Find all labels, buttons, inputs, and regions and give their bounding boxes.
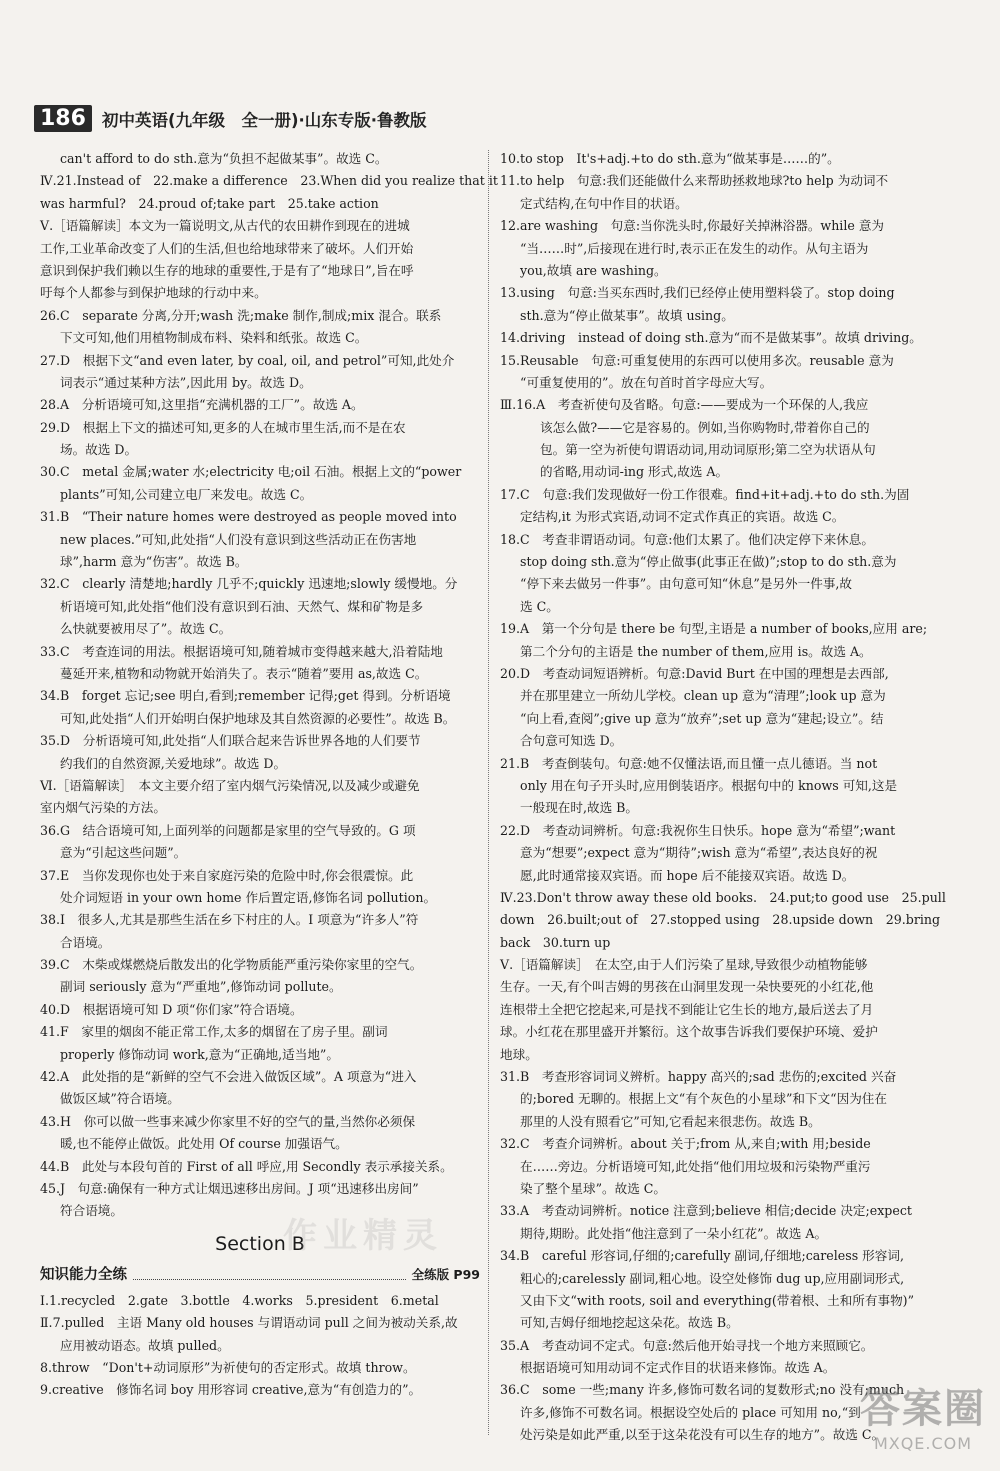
- text-line: 愿,此时通常接双宾语。而 hope 后不能接双宾语。故选 D。: [520, 867, 855, 883]
- text-line: 19.A 第一个分句是 there be 句型,主语是 a number of books,应用 are;: [500, 621, 928, 637]
- practice-bar: [40, 1262, 480, 1288]
- text-line: 粗心的;carelessly 副词,粗心地。设空处修饰 dug up,应用副词形式,: [520, 1270, 905, 1286]
- text-line: 43.H 你可以做一些事来减少你家里不好的空气的量,当然你必须保: [40, 1113, 416, 1129]
- text-line: Ⅵ.［语篇解读］ 本文主要介绍了室内烟气污染情况,以及减少或避免: [40, 777, 420, 793]
- text-line: Ⅳ.23.Don't throw away these old books. 24.put;to good use 25.pull: [500, 889, 946, 905]
- text-line: 处污染是如此严重,以至于这朵花没有可以生存的地方”。故选 C。: [520, 1427, 885, 1443]
- text-line: 室内烟气污染的方法。: [40, 800, 166, 816]
- text-line: “停下来去做另一件事”。由句意可知“休息”是另外一件事,故: [520, 576, 853, 592]
- text-line: 20.D 考查动词短语辨析。句意:David Burt 在中国的理想是去西部,: [500, 665, 889, 681]
- watermark-text: 作业精灵: [283, 1216, 443, 1256]
- text-line: 工作,工业革命改变了人们的生活,但也给地球带来了破坏。人们开始: [40, 240, 414, 256]
- text-line: Ⅴ.［语篇解读］本文为一篇说明文,从古代的农田耕作到现在的进城: [40, 218, 410, 234]
- text-line: 一般现在时,故选 B。: [520, 800, 639, 816]
- text-line: only 用在句子开头时,应用倒装语序。根据句中的 knows 可知,这是: [520, 777, 898, 793]
- text-line: 21.B 考查倒装句。句意:她不仅懂法语,而且懂一点儿德语。当 not: [500, 755, 878, 771]
- text-line: new places.”可知,此处指“人们没有意识到这些活动正在伤害地: [60, 531, 417, 547]
- text-line: 根据语境可知用动词不定式作目的状语来修饰。故选 A。: [520, 1360, 836, 1376]
- watermark-logo-text: 答案圈: [860, 1386, 986, 1432]
- text-line: 32.C clearly 清楚地;hardly 几乎不;quickly 迅速地;slowly 缓慢地。分: [40, 576, 458, 592]
- text-line: 32.C 考查介词辨析。about 关于;from 从,来自;with 用;beside: [500, 1136, 871, 1152]
- text-line: 生存。一天,有个叫吉姆的男孩在山洞里发现一朵快要死的小红花,他: [500, 979, 874, 995]
- text-line: 44.B 此处与本段句首的 First of all 呼应,用 Secondly 表示承接关系。: [40, 1158, 453, 1174]
- text-line: 8.throw “Don't+动词原形”为祈使句的否定形式。故填 throw。: [40, 1359, 416, 1375]
- text-line: 14.driving instead of doing sth.意为“而不是做某事”。故填 driving。: [500, 330, 922, 346]
- text-line: 31.B “Their nature homes were destroyed as people moved into: [40, 509, 457, 525]
- text-line: 33.A 考查动词辨析。notice 注意到;believe 相信;decide 决定;expect: [500, 1203, 912, 1219]
- text-line: 26.C separate 分离,分开;wash 洗;make 制作,制成;mix 混合。联系: [40, 307, 442, 323]
- text-line: 22.D 考查动词辨析。句意:我祝你生日快乐。hope 意为“希望”;want: [500, 822, 896, 838]
- text-line: 42.A 此处指的是“新鲜的空气不会进入做饭区域”。A 项意为“进入: [40, 1069, 417, 1085]
- text-line: 吁每个人都参与到保护地球的行动中来。: [40, 285, 267, 301]
- text-line: 并在那里建立一所幼儿学校。clean up 意为“清理”;look up 意为: [520, 688, 886, 704]
- text-line: back 30.turn up: [500, 934, 611, 950]
- page-header: [34, 105, 427, 132]
- text-line: plants”可知,公司建立电厂来发电。故选 C。: [60, 486, 313, 502]
- text-line: 的省略,用动词-ing 形式,故选 A。: [540, 464, 729, 480]
- text-line: you,故填 are washing。: [520, 262, 667, 278]
- text-line: 定式结构,在句中作目的状语。: [520, 195, 688, 211]
- text-line: 地球。: [500, 1046, 538, 1062]
- text-line: was harmful? 24.proud of;take part 25.take action: [40, 195, 379, 211]
- practice-label: 知识能力全练: [40, 1266, 127, 1283]
- text-line: 38.I 很多人,尤其是那些生活在乡下村庄的人。I 项意为“许多人”符: [40, 912, 419, 928]
- text-line: 合语境。: [60, 934, 111, 950]
- text-line: down 26.built;out of 27.stopped using 28.upside down 29.bring: [500, 912, 941, 928]
- text-line: 34.B forget 忘记;see 明白,看到;remember 记得;get 得到。分析语境: [40, 688, 451, 704]
- text-line: 意为“引起这些问题”。: [60, 845, 187, 861]
- text-line: 符合语境。: [60, 1203, 123, 1219]
- right-column: [500, 148, 946, 1447]
- text-line: 30.C metal 金属;water 水;electricity 电;oil 石油。根据上文的“power: [40, 464, 462, 480]
- text-line: Ⅱ.7.pulled 主语 Many old houses 与谓语动词 pull 之间为被动关系,故: [40, 1315, 458, 1331]
- text-line: 39.C 木柴或煤燃烧后散发出的化学物质能严重污染你家里的空气。: [40, 957, 423, 973]
- text-line: 27.D 根据下文“and even later, by coal, oil, and petrol”可知,此处介: [40, 352, 455, 368]
- text-line: 可知,吉姆仔细地挖起这朵花。故选 B。: [520, 1315, 739, 1331]
- text-line: 33.C 考查连词的用法。根据语境可知,随着城市变得越来越大,沿着陆地: [40, 643, 443, 659]
- text-line: 定结构,it 为形式宾语,动词不定式作真正的宾语。故选 C。: [520, 509, 845, 525]
- text-line: 约我们的自然资源,关爱地球”。故选 D。: [60, 755, 287, 771]
- text-line: 么快就要被用尽了”。故选 C。: [60, 621, 232, 637]
- text-line: 意为“想要”;expect 意为“期待”;wish 意为“希望”,表达良好的祝: [520, 845, 878, 861]
- text-line: “可重复使用的”。放在句首时首字母应大写。: [520, 374, 773, 390]
- text-line: 期待,期盼。此处指“他注意到了一朵小红花”。故选 A。: [520, 1225, 828, 1241]
- text-line: 意识到保护我们赖以生存的地球的重要性,于是有了“地球日”,旨在呼: [40, 262, 414, 278]
- text-line: 12.are washing 句意:当你洗头时,你最好关掉淋浴器。while 意为: [500, 218, 885, 234]
- text-line: 18.C 考查非谓语动词。句意:他们太累了。他们决定停下来休息。: [500, 531, 874, 547]
- text-line: “向上看,查阅”;give up 意为“放弃”;set up 意为“建起;设立”。结: [520, 710, 884, 726]
- text-line: Ⅲ.16.A 考查祈使句及省略。句意:——要成为一个环保的人,我应: [500, 397, 869, 413]
- text-line: 41.F 家里的烟囱不能正常工作,太多的烟留在了房子里。副词: [40, 1024, 388, 1040]
- text-line: 13.using 句意:当买东西时,我们已经停止使用塑料袋了。stop doing: [500, 285, 895, 301]
- text-line: 35.A 考查动词不定式。句意:然后他开始寻找一个地方来照顾它。: [500, 1337, 874, 1353]
- text-line: 34.B careful 形容词,仔细的;carefully 副词,仔细地;careless 形容词,: [500, 1248, 904, 1264]
- page-title: 初中英语(九年级 全一册)·山东专版·鲁教版: [101, 110, 427, 130]
- text-line: 球。小红花在那里盛开并繁衍。这个故事告诉我们要保护环境、爱护: [500, 1024, 878, 1040]
- text-line: 可知,此处指“人们开始明白保护地球及其自然资源的必要性”。故选 B。: [60, 710, 456, 726]
- text-line: 35.D 分析语境可知,此处指“人们联合起来告诉世界各地的人们要节: [40, 733, 421, 749]
- text-line: 那里的人没有照看它”可知,它看起来很悲伤。故选 B。: [520, 1113, 821, 1129]
- text-line: 析语境可知,此处指“他们没有意识到石油、天然气、煤和矿物是多: [60, 598, 424, 614]
- text-line: properly 修饰动词 work,意为“正确地,适当地”。: [60, 1046, 339, 1062]
- text-line: 10.to stop It's+adj.+to do sth.意为“做某事是……的”。: [500, 151, 840, 166]
- text-line: 36.G 结合语境可知,上面列举的问题都是家里的空气导致的。G 项: [40, 822, 416, 838]
- text-line: 做饭区域”符合语境。: [60, 1091, 180, 1107]
- page-number: 186: [34, 105, 92, 132]
- text-line: 17.C 句意:我们发现做好一份工作很难。find+it+adj.+to do sth.为固: [500, 486, 910, 502]
- text-line: “当……时”,后接现在进行时,表示正在发生的动作。从句主语为: [520, 240, 869, 256]
- text-line: can't afford to do sth.意为“负担不起做某事”。故选 C。: [60, 151, 388, 166]
- text-line: stop doing sth.意为“停止做事(此事正在做)”;stop to do sth.意为: [520, 554, 897, 570]
- text-line: Ⅰ.1.recycled 2.gate 3.bottle 4.works 5.president 6.metal: [40, 1292, 439, 1308]
- text-line: 40.D 根据语境可知 D 项“你们家”符合语境。: [40, 1001, 303, 1017]
- left-tail-lines: [40, 1290, 480, 1402]
- text-line: 许多,修饰不可数名词。根据设空处后的 place 可知用 no,“到: [520, 1404, 861, 1420]
- text-line: 词表示“通过某种方法”,因此用 by。故选 D。: [60, 374, 312, 390]
- left-answer-lines: [40, 148, 498, 1223]
- column-divider: [488, 150, 489, 1435]
- text-line: sth.意为“停止做某事”。故填 using。: [520, 307, 734, 323]
- leader-dots: [133, 1269, 406, 1280]
- text-line: 45.J 句意:确保有一种方式让烟迅速移出房间。J 项“迅速移出房间”: [40, 1180, 419, 1196]
- text-line: 28.A 分析语境可知,这里指“充满机器的工厂”。故选 A。: [40, 397, 364, 413]
- watermark-logo-url: MXQE.COM: [873, 1434, 973, 1453]
- section-heading: Section B: [215, 1232, 305, 1255]
- text-line: 11.to help 句意:我们还能做什么来帮助拯救地球?to help 为动词不: [500, 173, 889, 189]
- text-line: 染了整个星球”。故选 C。: [520, 1180, 667, 1196]
- practice-ref: 全练版 P99: [411, 1266, 480, 1282]
- text-line: 处介词短语 in your own home 作后置定语,修饰名词 pollution。: [60, 889, 437, 905]
- text-line: 选 C。: [520, 598, 559, 614]
- text-line: 29.D 根据上下文的描述可知,更多的人在城市里生活,而不是在农: [40, 419, 406, 435]
- text-line: Ⅳ.21.Instead of 22.make a difference 23.When did you realize that it: [40, 173, 498, 189]
- text-line: 应用被动语态。故填 pulled。: [60, 1337, 230, 1353]
- text-line: 蔓延开来,植物和动物就开始消失了。表示“随着”要用 as,故选 C。: [60, 665, 428, 681]
- text-line: 的;bored 无聊的。根据上文“有个灰色的小星球”和下文“因为住在: [520, 1091, 887, 1107]
- text-line: 下文可知,他们用植物制成布料、染料和纸张。故选 C。: [60, 330, 368, 346]
- text-line: 31.B 考查形容词词义辨析。happy 高兴的;sad 悲伤的;excited 兴奋: [500, 1069, 897, 1085]
- text-line: 15.Reusable 句意:可重复使用的东西可以使用多次。reusable 意为: [500, 352, 894, 368]
- text-line: 36.C some 一些;many 许多,修饰可数名词的复数形式;no 没有;much: [500, 1382, 905, 1398]
- text-line: 场。故选 D。: [60, 442, 138, 458]
- text-line: 暖,也不能停止做饭。此处用 Of course 加强语气。: [60, 1136, 348, 1152]
- text-line: Ⅴ.［语篇解读］ 在太空,由于人们污染了星球,导致很少动植物能够: [500, 957, 868, 973]
- watermark-logo: [860, 1377, 986, 1453]
- text-line: 第二个分句的主语是 the number of them,应用 is。故选 A。: [520, 643, 872, 659]
- text-line: 副词 seriously 意为“严重地”,修饰动词 pollute。: [60, 979, 342, 995]
- text-line: 连根带土全把它挖起来,可是找不到能让它生长的地方,最后送去了月: [500, 1001, 874, 1017]
- text-line: 合句意可知选 D。: [520, 733, 623, 749]
- text-line: 9.creative 修饰名词 boy 用形容词 creative,意为“有创造力的”。: [40, 1382, 422, 1398]
- text-line: 包。第一空为祈使句谓语动词,用动词原形;第二空为状语从句: [540, 442, 876, 458]
- text-line: 又由下文“with roots, soil and everything(带着根、土和所有事物)”: [520, 1292, 915, 1308]
- text-line: 在……旁边。分析语境可知,此处指“他们用垃圾和污染物严重污: [520, 1158, 871, 1174]
- text-line: 37.E 当你发现你也处于来自家庭污染的危险中时,你会很震惊。此: [40, 867, 414, 883]
- right-answer-lines: [500, 148, 946, 1447]
- text-line: 球”,harm 意为“伤害”。故选 B。: [60, 554, 248, 570]
- text-line: 该怎么做?——它是容易的。例如,当你购物时,带着你自己的: [540, 419, 870, 435]
